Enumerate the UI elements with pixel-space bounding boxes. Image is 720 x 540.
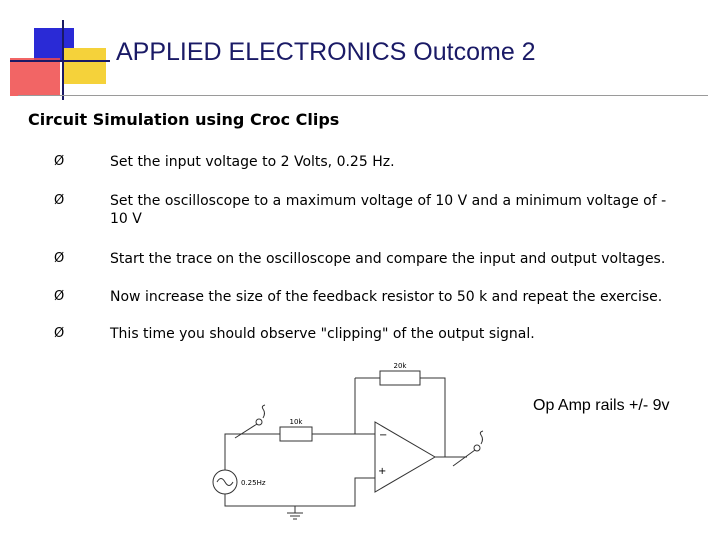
feedback-resistor <box>380 371 420 385</box>
bullet-arrow-icon: Ø <box>54 251 65 266</box>
input-resistor <box>280 427 312 441</box>
bullet-arrow-icon: Ø <box>54 289 65 304</box>
output-probe-icon <box>453 431 483 466</box>
input-resistor-label: 10k <box>289 418 303 426</box>
bullet-text: Set the input voltage to 2 Volts, 0.25 Hz. <box>110 154 395 170</box>
deco-horizontal-line <box>10 60 110 62</box>
title-divider <box>18 95 708 96</box>
deco-yellow-square <box>62 48 106 84</box>
bullet-text: This time you should observe "clipping" of the output signal. <box>110 326 535 342</box>
slide-subtitle: Circuit Simulation using Croc Clips <box>28 110 340 129</box>
bullet-text: Start the trace on the oscilloscope and compare the input and output voltages. <box>110 251 666 267</box>
source-frequency-label: 0.25Hz <box>241 479 266 487</box>
bullet-text: Now increase the size of the feedback resistor to 50 k and repeat the exercise. <box>110 289 663 305</box>
bullet-arrow-icon: Ø <box>54 326 65 341</box>
op-amp-circuit-diagram <box>205 358 505 523</box>
feedback-resistor-label: 20k <box>393 362 407 370</box>
bullet-arrow-icon: Ø <box>54 193 65 208</box>
bullet-arrow-icon: Ø <box>54 154 65 169</box>
op-amp-rails-note: Op Amp rails +/- 9v <box>533 397 670 414</box>
bullet-text: Set the oscilloscope to a maximum voltage of 10 V and a minimum voltage of - 10 V <box>110 193 667 227</box>
deco-red-square <box>10 58 60 96</box>
inverting-input-sign: − <box>379 430 388 441</box>
noninverting-input-sign: + <box>378 466 387 477</box>
input-probe-icon <box>235 405 265 438</box>
slide-title: APPLIED ELECTRONICS Outcome 2 <box>116 38 536 66</box>
